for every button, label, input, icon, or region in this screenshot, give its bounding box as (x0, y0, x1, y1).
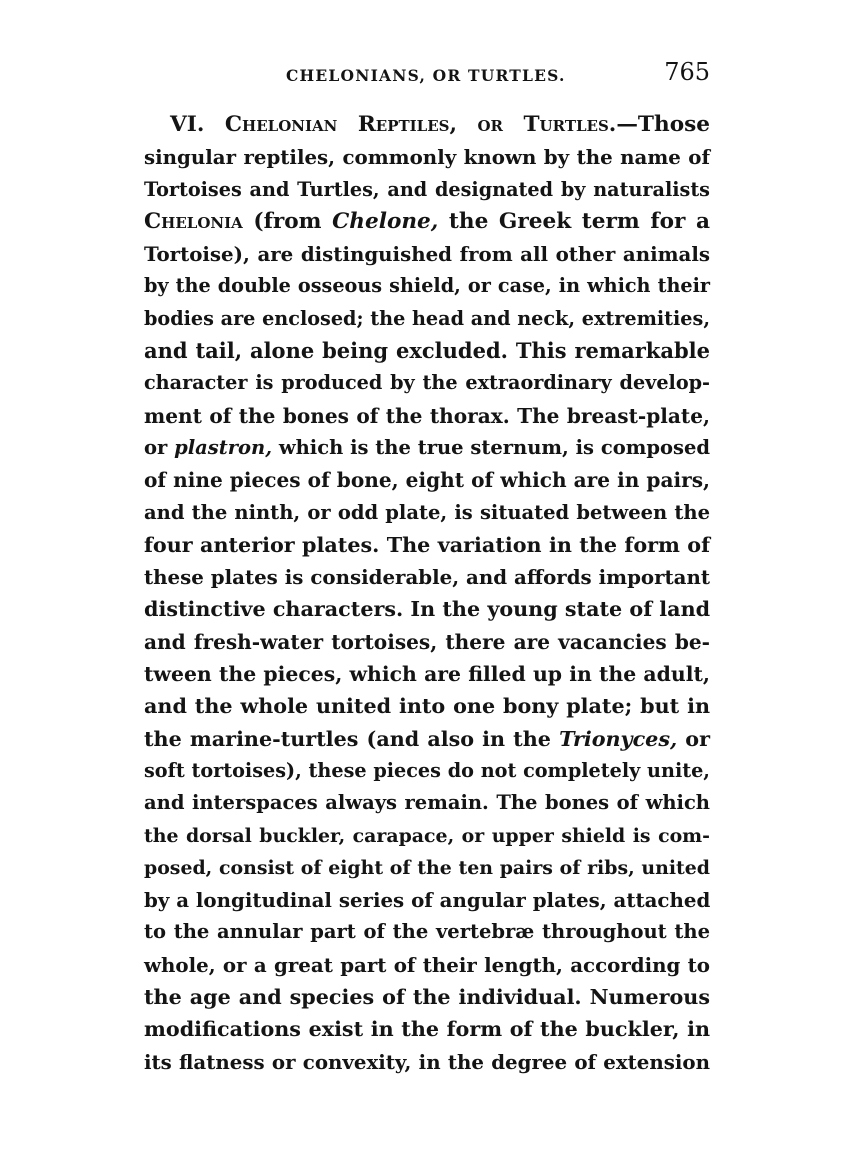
text-line: the marine-turtles (and also in the Trionyces, or (144, 726, 710, 751)
text-line: or plastron, which is the true sternum, is composed (144, 435, 710, 459)
text-line: its flatness or convexity, in the degree of extension (144, 1049, 710, 1074)
text-line: tween the pieces, which are filled up in the adult, (144, 662, 710, 687)
text-line: VI. Chelonian Reptiles, or Turtles.—Those (170, 112, 710, 137)
text-line: and the whole united into one bony plate; but in (144, 694, 710, 719)
text-line: singular reptiles, commonly known by the name of (144, 145, 710, 170)
text-line: ment of the bones of the thorax. The breast-plate, (144, 403, 710, 428)
text-line: and tail, alone being excluded. This remarkable (144, 338, 710, 364)
italic-run: plastron, (174, 435, 273, 459)
text-line: and fresh-water tortoises, there are vacancies be- (144, 629, 710, 654)
text-line: Tortoise), are distinguished from all other animals (144, 242, 710, 267)
page-number: 765 (664, 58, 710, 86)
text-line: posed, consist of eight of the ten pairs of ribs, united (144, 856, 710, 879)
running-title: CHELONIANS, OR TURTLES. (286, 66, 566, 85)
running-head (144, 58, 710, 94)
small-caps-run: Chelonia (144, 208, 243, 234)
text-line: Tortoises and Turtles, and designated by naturalists (144, 177, 710, 201)
text-line: four anterior plates. The variation in the form of (144, 532, 710, 557)
text-line: character is produced by the extraordinary develop- (144, 371, 710, 395)
body-text (144, 109, 710, 1078)
text-line: bodies are enclosed; the head and neck, extremities, (144, 306, 710, 330)
small-caps-run: Chelonian Reptiles, or Turtles. (224, 112, 617, 137)
text-line: and interspaces always remain. The bones of which (144, 791, 710, 815)
text-line: these plates is considerable, and affords important (144, 565, 710, 590)
italic-run: Chelone, (332, 208, 439, 234)
text-line: of nine pieces of bone, eight of which are in pairs, (144, 468, 710, 493)
text-line: whole, or a great part of their length, according to (144, 952, 710, 977)
text-line: by the double osseous shield, or case, in which their (144, 274, 710, 298)
text-line: distinctive characters. In the young state of land (144, 597, 711, 622)
text-line: the dorsal buckler, carapace, or upper shield is com- (144, 824, 710, 847)
text-line: the age and species of the individual. Numerous (144, 985, 710, 1010)
text-line: soft tortoises), these pieces do not completely unite, (144, 758, 710, 782)
text-line: to the annular part of the vertebræ throughout the (144, 920, 710, 944)
italic-run: Trionyces, (559, 726, 678, 751)
text-line: and the ninth, or odd plate, is situated between the (144, 500, 710, 524)
text-line: by a longitudinal series of angular plates, attached (144, 888, 711, 913)
text-line: modifications exist in the form of the buckler, in (144, 1017, 710, 1042)
text-line: Chelonia (from Chelone, the Greek term for a (144, 208, 710, 234)
